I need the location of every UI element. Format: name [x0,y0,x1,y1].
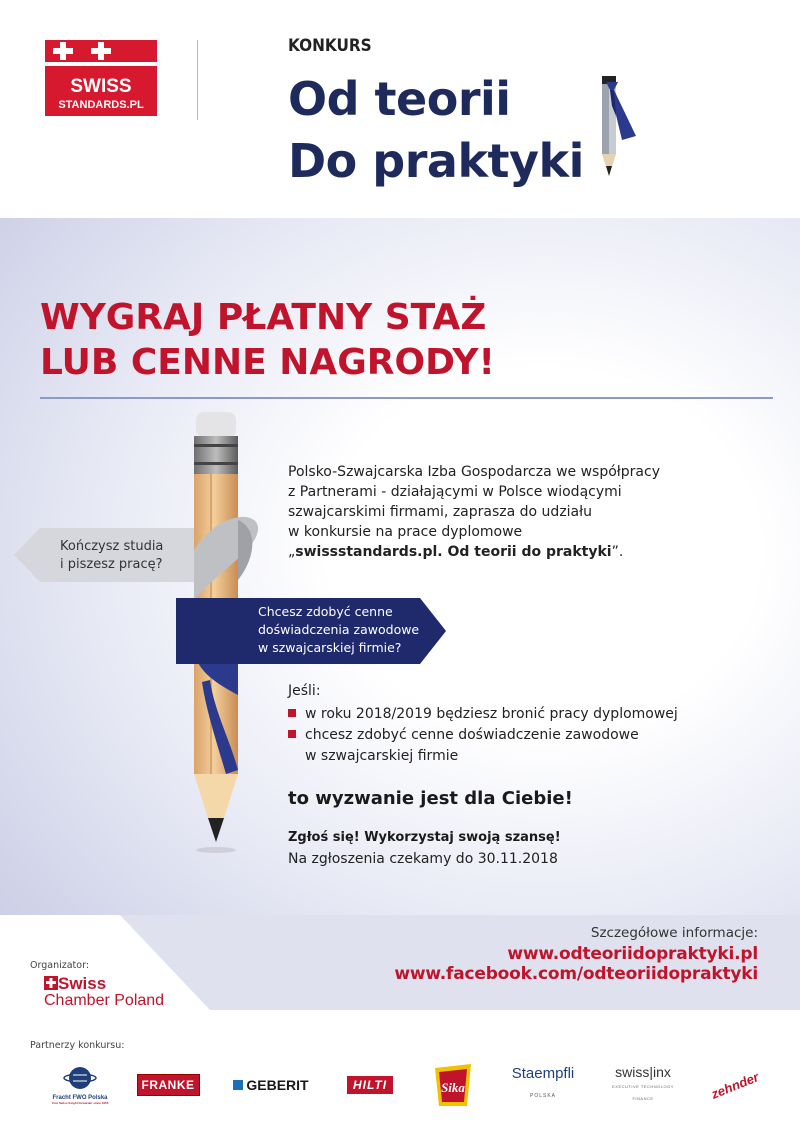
intro-line2: z Partnerami - działającymi w Polsce wiodącymi [288,484,622,500]
staempfli-sub: POLSKA [529,1093,556,1099]
partner-logo-sika [428,1060,478,1110]
condition-item [288,704,678,724]
section-divider [40,397,773,399]
bullet-square-icon [288,730,296,738]
sika-name: Sika [441,1080,465,1095]
sika-logo-icon [431,1062,475,1108]
intro-paragraph [288,462,728,562]
organizer-name-line2: Chamber Poland [44,992,165,1009]
swisslinx-sub: EXECUTIVE TECHNOLOGY FINANCE [612,1083,674,1101]
conditions-label: Jeśli: [288,683,321,699]
partner-logo-geberit [226,1060,316,1110]
contest-name: swissstandards.pl. Od teorii do praktyki [295,544,612,560]
fracht-name: Fracht FWO Polska [52,1095,108,1101]
pencil-with-tie-icon [592,76,638,188]
challenge-heading: to wyzwanie jest dla Ciebie! [288,788,573,809]
logo-line1: SWISS [70,76,132,97]
logo-line2: STANDARDS.PL [58,99,144,111]
intro-line3: szwajcarskimi firmami, zaprasza do udziału [288,504,592,520]
left-tag-text [60,538,163,574]
geberit-square-icon [233,1080,243,1090]
headline-line1: WYGRAJ PŁATNY STAŻ [40,297,487,338]
left-tag-line2: i piszesz pracę? [60,557,163,572]
swisslinx-name: swiss|inx [615,1063,671,1080]
condition-text: chcesz zdobyć cenne doświadczenie zawodowe [305,727,639,743]
franke-name: FRANKE [137,1074,200,1096]
swiss-chamber-logo-icon [44,976,58,990]
header-divider [197,40,198,120]
apply-callout: Zgłoś się! Wykorzystaj swoją szansę! [288,830,561,845]
fracht-globe-icon [63,1065,97,1091]
partner-logo-fracht [40,1060,120,1110]
bullet-square-icon [288,709,296,717]
condition-text: w roku 2018/2019 będziesz bronić pracy dyplomowej [305,706,678,722]
intro-quote-close: ”. [611,544,624,560]
swiss-standards-logo [45,40,157,116]
intro-line1: Polsko-Szwajcarska Izba Gospodarcza we współpracy [288,464,660,480]
partners-label: Partnerzy konkursu: [30,1040,125,1051]
condition-item [288,725,639,745]
facebook-link[interactable]: www.facebook.com/odteoriidopraktyki [394,964,758,984]
blue-tag-line2: doświadczenia zawodowe [258,622,420,637]
intro-line5 [288,542,728,562]
page-title-line1: Od teorii [288,72,511,126]
left-tag-line1: Kończysz studia [60,539,164,554]
intro-line4: w konkursie na prace dyplomowe [288,524,523,540]
organizer-name-line1: Swiss [58,974,107,993]
partner-logo-swisslinx [603,1060,683,1110]
blue-tag-line3: w szwajcarskiej firmie? [258,640,402,655]
deadline-text: Na zgłoszenia czekamy do 30.11.2018 [288,851,558,867]
partner-logo-hilti [340,1060,400,1110]
partner-logo-franke [135,1060,201,1110]
hilti-name: HILTI [347,1076,393,1094]
fracht-tagline: Your Swiss freight forwarder since 1955 [51,1101,109,1105]
organizer-label: Organizator: [30,960,90,971]
headline-line2: LUB CENNE NAGRODY! [40,342,495,383]
blue-tag-line1: Chcesz zdobyć cenne [258,604,393,619]
page-title-line2: Do praktyki [288,134,584,188]
partner-logo-zehnder [700,1060,770,1110]
condition-text-continued: w szwajcarskiej firmie [305,748,459,764]
zehnder-name: zehnder [709,1068,761,1102]
partner-logo-staempfli [500,1060,586,1110]
intro-quote-open: „ [288,544,296,560]
website-link[interactable]: www.odteoriidopraktyki.pl [507,944,758,964]
blue-tag-text [258,603,419,657]
contest-label: KONKURS [288,36,372,56]
geberit-name: GEBERIT [246,1077,309,1093]
staempfli-name: Staempfli [511,1065,575,1082]
info-label: Szczegółowe informacje: [590,925,758,941]
